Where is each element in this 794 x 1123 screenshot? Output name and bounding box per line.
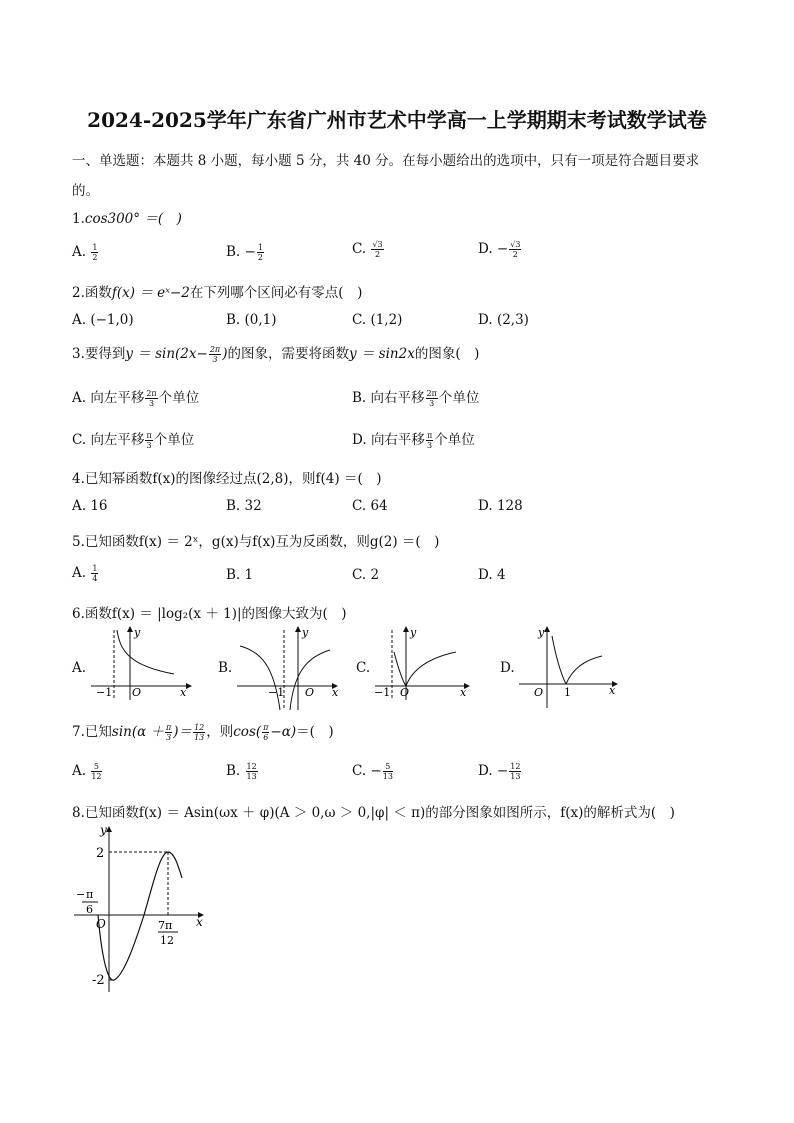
q3-option-d[interactable]: D. 向右平移 $\frac{\pi}{3}$ 个单位 <box>352 431 475 450</box>
q6-option-a[interactable]: A. <box>72 660 87 676</box>
q7-option-b[interactable]: B. $\frac{12}{13}$ <box>226 762 257 781</box>
question-7: 7.已知sin(α ＋ $\frac{\pi}{3}$ )＝ $\frac{12}{13}$ ，则cos( $\frac{\pi}{6}$ −α)＝( ) <box>72 723 334 742</box>
svg-text:O: O <box>305 686 315 699</box>
q3-option-b[interactable]: B. 向右平移 $\frac{2\pi}{3}$ 个单位 <box>352 389 480 408</box>
svg-text:1: 1 <box>564 686 571 699</box>
svg-text:x: x <box>196 915 203 929</box>
section-line-1: 一、单选题：本题共 8 小题，每小题 5 分，共 40 分。在每小题给出的选项中，只有一项是符合题目要求 <box>72 153 700 169</box>
q4-option-a[interactable]: A. 16 <box>72 498 108 514</box>
svg-text:−1: −1 <box>268 686 285 699</box>
question-6: 6.函数f(x) ＝ |log₂(x ＋ 1)|的图像大致为( ) <box>72 606 347 622</box>
svg-text:7π: 7π <box>158 919 173 932</box>
q8-graph <box>72 820 222 995</box>
exam-title: 2024-2025学年广东省广州市艺术中学高一上学期期末考试数学试卷 <box>87 108 707 132</box>
question-3: 3.要得到y ＝ sin(2x− $\frac{2\pi}{3}$ )的图象，需要将函数y ＝ sin2x的图象( ) <box>72 345 480 364</box>
svg-text:y: y <box>410 626 417 639</box>
q3-option-a[interactable]: A. 向左平移 $\frac{2\pi}{3}$ 个单位 <box>72 389 200 408</box>
q2-option-d[interactable]: D. (2,3) <box>478 312 529 328</box>
svg-text:−1: −1 <box>96 686 113 699</box>
q4-option-b[interactable]: B. 32 <box>226 498 262 514</box>
q6-graph-b <box>232 622 347 712</box>
svg-text:O: O <box>96 917 106 931</box>
q1-option-b[interactable]: B. − $\frac{1}{2}$ <box>226 243 263 262</box>
q5-option-c[interactable]: C. 2 <box>352 567 380 583</box>
q1-option-d[interactable]: D. − $\frac{√3}{2}$ <box>478 240 521 259</box>
q5-option-d[interactable]: D. 4 <box>478 567 506 583</box>
svg-text:y: y <box>100 823 107 837</box>
graph-label-2: 2 <box>96 846 105 861</box>
q6-graph-d <box>514 622 624 712</box>
svg-text:x: x <box>460 686 467 699</box>
svg-text:−: − <box>76 888 86 901</box>
q3-option-c[interactable]: C. 向左平移 $\frac{\pi}{3}$ 个单位 <box>72 431 195 450</box>
question-4: 4.已知幂函数f(x)的图像经过点(2,8)，则f(4) ＝( ) <box>72 471 382 487</box>
svg-text:π: π <box>86 888 94 901</box>
q2-option-b[interactable]: B. (0,1) <box>226 312 277 328</box>
q6-graph-c <box>370 622 475 702</box>
q4-option-c[interactable]: C. 64 <box>352 498 388 514</box>
q5-option-b[interactable]: B. 1 <box>226 567 254 583</box>
question-5: 5.已知函数f(x) ＝ 2ˣ，g(x)与f(x)互为反函数，则g(2) ＝( ) <box>72 534 440 550</box>
section-line-2: 的。 <box>72 183 99 199</box>
svg-text:O: O <box>132 686 142 699</box>
svg-text:6: 6 <box>86 903 93 916</box>
svg-text:−1: −1 <box>374 686 391 699</box>
graph-label-minus2: -2 <box>92 973 105 988</box>
question-number: 1. <box>72 211 85 227</box>
q1-option-a[interactable]: A. $\frac{1}{2}$ <box>72 243 98 262</box>
q6-option-c[interactable]: C. <box>356 660 371 676</box>
svg-text:y: y <box>538 626 545 639</box>
svg-text:12: 12 <box>160 934 174 947</box>
q4-option-d[interactable]: D. 128 <box>478 498 523 514</box>
q7-option-d[interactable]: D. − $\frac{12}{13}$ <box>478 762 521 781</box>
question-8: 8.已知函数f(x) ＝ Asin(ωx ＋ φ)(A ＞ 0,ω ＞ 0,|φ| ＜ π)的部分图象如图所示，f(x)的解析式为( ) <box>72 805 675 821</box>
q2-option-c[interactable]: C. (1,2) <box>352 312 403 328</box>
svg-text:x: x <box>180 686 187 699</box>
q2-option-a[interactable]: A. (−1,0) <box>72 312 134 328</box>
section-instructions <box>72 146 699 206</box>
svg-text:O: O <box>400 686 410 699</box>
q6-option-d[interactable]: D. <box>500 660 515 676</box>
svg-text:y: y <box>302 626 309 639</box>
q5-option-a[interactable]: A. $\frac{1}{4}$ <box>72 564 98 583</box>
svg-text:x: x <box>609 684 616 697</box>
question-1 <box>72 207 182 227</box>
question-2: 2.函数f(x) ＝ eˣ−2在下列哪个区间必有零点( ) <box>72 285 363 301</box>
q6-graph-a <box>86 622 196 702</box>
svg-text:O: O <box>534 686 544 699</box>
q6-option-b[interactable]: B. <box>218 660 233 676</box>
question-stem: cos300° ＝( ) <box>84 211 182 227</box>
q7-option-a[interactable]: A. $\frac{5}{12}$ <box>72 762 102 781</box>
q7-option-c[interactable]: C. − $\frac{5}{13}$ <box>352 762 393 781</box>
svg-text:y: y <box>134 626 141 639</box>
svg-text:x: x <box>332 686 339 699</box>
q1-option-c[interactable]: C. $\frac{√3}{2}$ <box>352 240 383 259</box>
